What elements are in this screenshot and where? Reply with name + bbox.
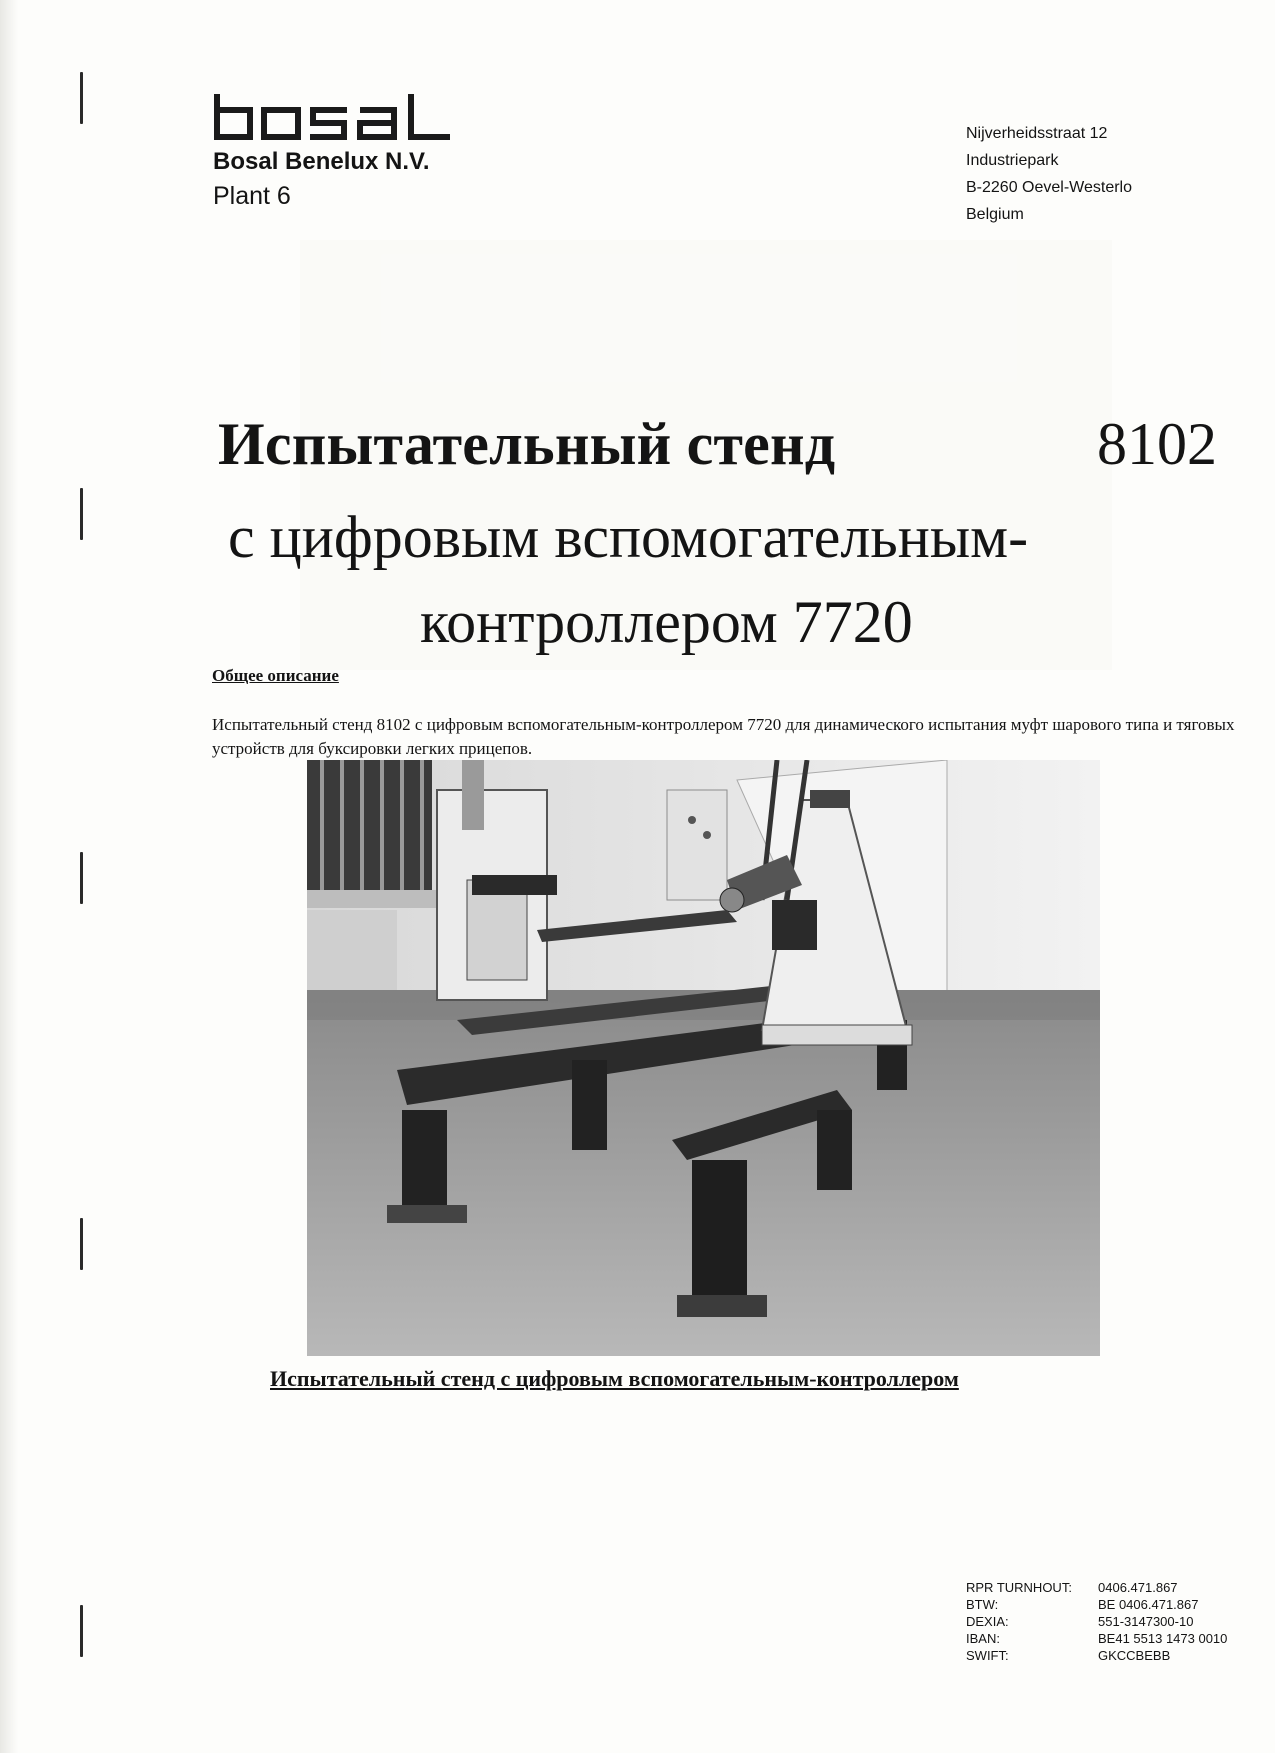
document-title-line-2: с цифровым вспомогательным- [228,504,1029,570]
staple-mark [80,852,83,904]
registration-label: DEXIA: [966,1614,1009,1629]
registration-label: BTW: [966,1597,999,1612]
document-title-line-3: контроллером 7720 [420,589,913,655]
company-address [966,120,1132,228]
address-line: B-2260 Oevel-Westerlo [966,179,1132,196]
registration-label: IBAN: [966,1631,1000,1646]
bosal-logo [212,92,454,140]
plant-label: Plant 6 [213,182,291,210]
registration-label: SWIFT: [966,1648,1009,1663]
photo-caption: Испытательный стенд с цифровым вспомогательным-контроллером [270,1366,959,1391]
section-heading: Общее описание [212,666,339,685]
staple-mark [80,72,83,124]
staple-mark [80,488,83,540]
page-edge [0,0,18,1753]
test-rig-photo [307,760,1100,1356]
company-name: Bosal Benelux N.V. [213,148,430,175]
registration-value: 551-3147300-10 [1098,1614,1194,1629]
document-title-line-1: Испытательный стенд [218,411,836,477]
document-title-number: 8102 [1097,411,1217,477]
registration-row [966,1597,1227,1614]
registration-label: RPR TURNHOUT: [966,1580,1072,1595]
registration-row [966,1631,1227,1648]
registration-row [966,1648,1227,1665]
staple-mark [80,1218,83,1270]
address-line: Belgium [966,206,1024,223]
staple-mark [80,1605,83,1657]
registration-details [966,1580,1227,1665]
registration-value: 0406.471.867 [1098,1580,1178,1595]
address-line: Nijverheidsstraat 12 [966,125,1108,142]
registration-value: BE41 5513 1473 0010 [1098,1631,1228,1646]
registration-value: GKCCBEBB [1098,1648,1171,1663]
registration-row [966,1614,1227,1631]
address-line: Industriepark [966,152,1059,169]
registration-value: BE 0406.471.867 [1098,1597,1199,1612]
description-paragraph: Испытательный стенд 8102 с цифровым вспомогательным-контроллером 7720 для динамического испытания муфт шарового типа и тяговых устройств для буксировки легких прицепов. [212,715,1235,758]
registration-row [966,1580,1227,1597]
